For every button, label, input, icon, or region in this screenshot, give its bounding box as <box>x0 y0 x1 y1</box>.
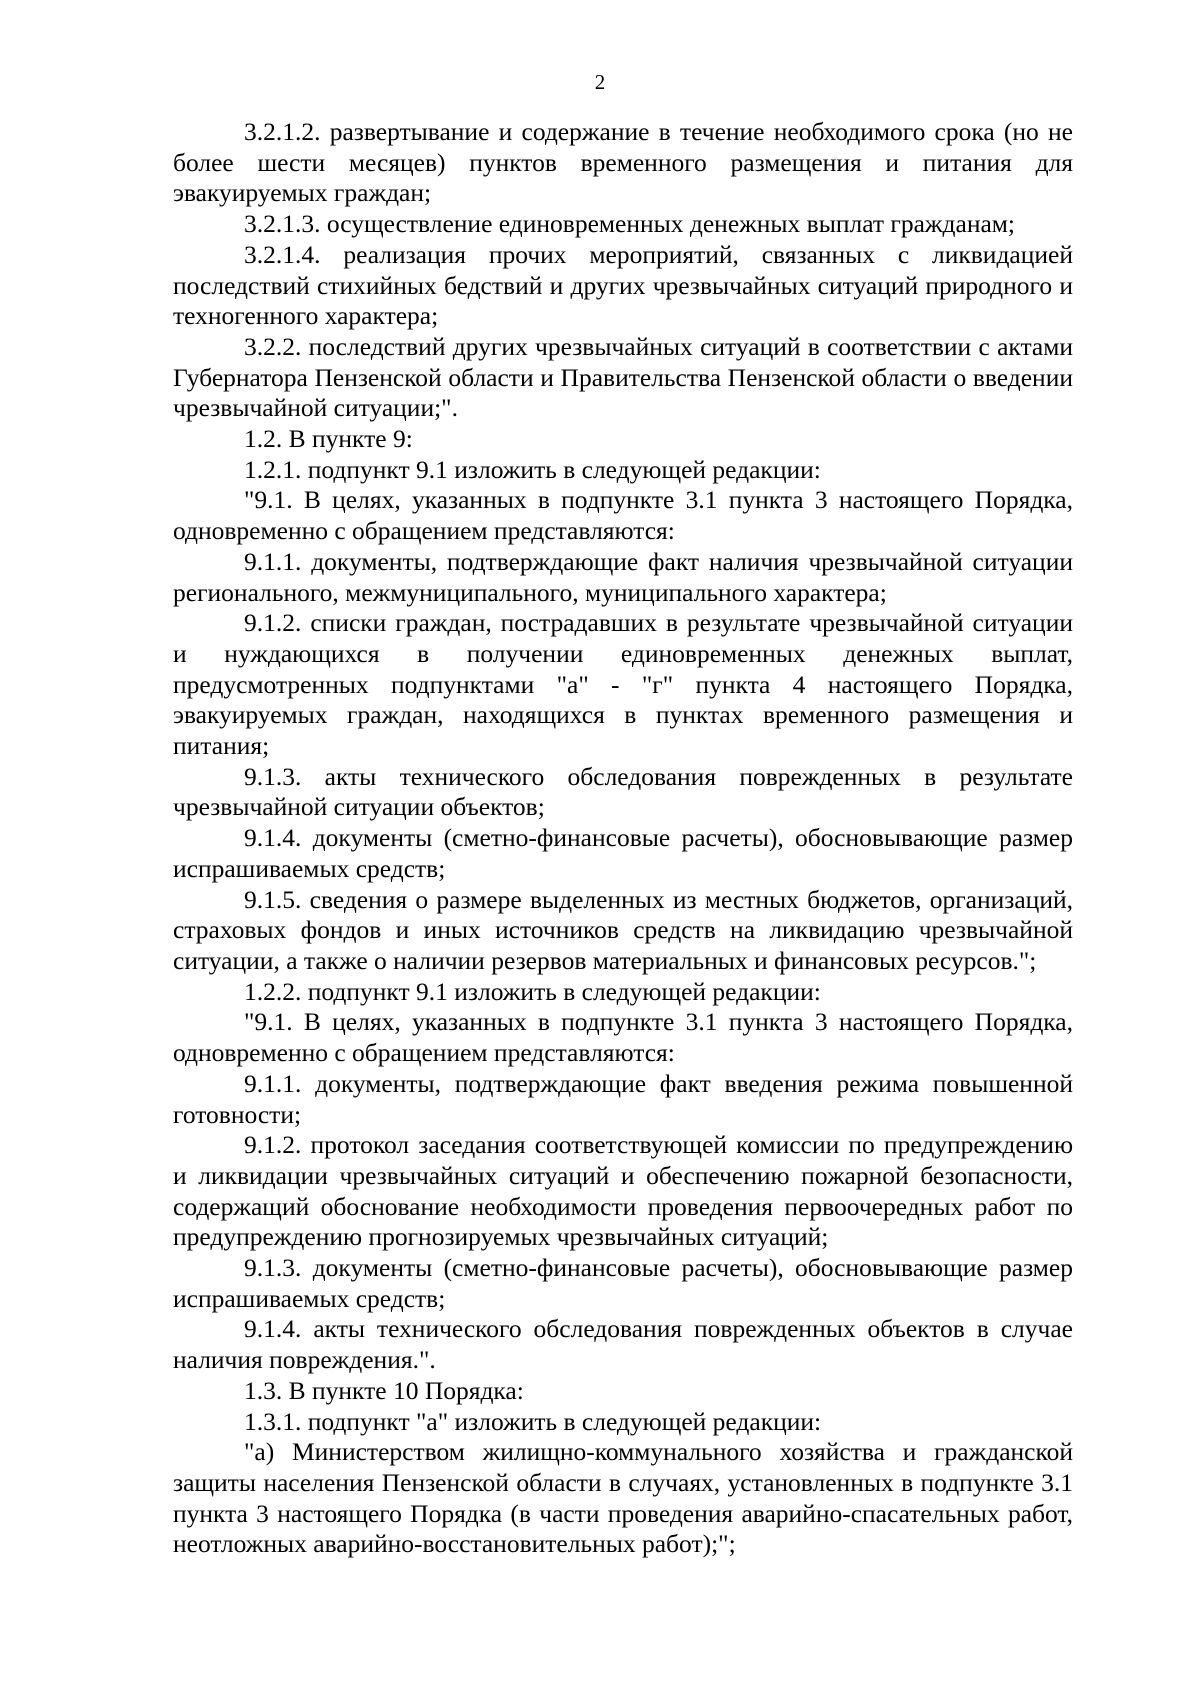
paragraph-9-1-1-second: 9.1.1. документы, подтверждающие факт введения режима повышенной готовности; <box>173 1068 1073 1129</box>
paragraph-9-1-4: 9.1.4. документы (сметно-финансовые расчеты), обосновывающие размер испрашиваемых средств; <box>173 823 1073 883</box>
paragraph-3-2-2: 3.2.2. последствий других чрезвычайных ситуаций в соответствии с актами Губернатора Пензенской области и Правительства Пензенской области о введении чрезвычайной ситуации;". <box>173 331 1073 423</box>
paragraph-9-1-4-second: 9.1.4. акты технического обследования поврежденных объектов в случае наличия повреждения.". <box>173 1314 1073 1375</box>
paragraph-3-2-1-2: 3.2.1.2. развертывание и содержание в течение необходимого срока (но не более шести месяцев) пунктов временного размещения и питания для эвакуируемых граждан; <box>173 117 1073 208</box>
paragraph-9-1-2: 9.1.2. списки граждан, пострадавших в результате чрезвычайной ситуации и нуждающихся в получении единовременных денежных выплат, предусмотренных подпунктами "а" - "г" пункта 4 настоящего Порядка, эвакуируемых граждан, находящихся в пунктах временного размещения и питания; <box>173 608 1073 761</box>
paragraph-9-1-3-second: 9.1.3. документы (сметно-финансовые расчеты), обосновывающие размер испрашиваемых средств; <box>173 1253 1073 1313</box>
document-body <box>173 117 1073 1560</box>
paragraph-9-1-1: 9.1.1. документы, подтверждающие факт наличия чрезвычайной ситуации регионального, межмуниципального, муниципального характера; <box>173 546 1073 607</box>
paragraph-9-1-intro-second: "9.1. В целях, указанных в подпункте 3.1 пункта 3 настоящего Порядка, одновременно с обращением представляются: <box>173 1007 1073 1068</box>
paragraph-1-3-1: 1.3.1. подпункт "а" изложить в следующей редакции: <box>244 1406 822 1436</box>
paragraph-1-2-2: 1.2.2. подпункт 9.1 изложить в следующей редакции: <box>244 976 821 1006</box>
paragraph-3-2-1-4: 3.2.1.4. реализация прочих мероприятий, связанных с ликвидацией последствий стихийных бедствий и других чрезвычайных ситуаций природного и техногенного характера; <box>173 239 1073 331</box>
paragraph-9-1-intro: "9.1. В целях, указанных в подпункте 3.1 пункта 3 настоящего Порядка, одновременно с обращением представляются: <box>173 485 1073 546</box>
paragraph-3-2-1-3: 3.2.1.3. осуществление единовременных денежных выплат гражданам; <box>244 209 1016 239</box>
paragraph-9-1-3: 9.1.3. акты технического обследования поврежденных в результате чрезвычайной ситуации объектов; <box>173 761 1073 822</box>
page-number: 2 <box>594 70 606 94</box>
paragraph-subpoint-a: "а) Министерством жилищно-коммунального хозяйства и гражданской защиты населения Пензенской области в случаях, установленных в подпункте 3.1 пункта 3 настоящего Порядка (в части проведения аварийно-спасательных работ, неотложных аварийно-восстановительных работ);"; <box>173 1437 1073 1559</box>
paragraph-1-3: 1.3. В пункте 10 Порядка: <box>244 1375 524 1405</box>
paragraph-9-1-5: 9.1.5. сведения о размере выделенных из местных бюджетов, организаций, страховых фондов и иных источников средств на ликвидацию чрезвычайной ситуации, а также о наличии резервов материальных и финансовых ресурсов."; <box>173 884 1073 975</box>
paragraph-9-1-2-second: 9.1.2. протокол заседания соответствующей комиссии по предупреждению и ликвидации чрезвычайных ситуаций и обеспечению пожарной безопасности, содержащий обоснование необходимости проведения первоочередных работ по предупреждению прогнозируемых чрезвычайных ситуаций; <box>173 1130 1073 1252</box>
paragraph-1-2: 1.2. В пункте 9: <box>244 424 413 454</box>
paragraph-1-2-1: 1.2.1. подпункт 9.1 изложить в следующей редакции: <box>244 454 821 484</box>
